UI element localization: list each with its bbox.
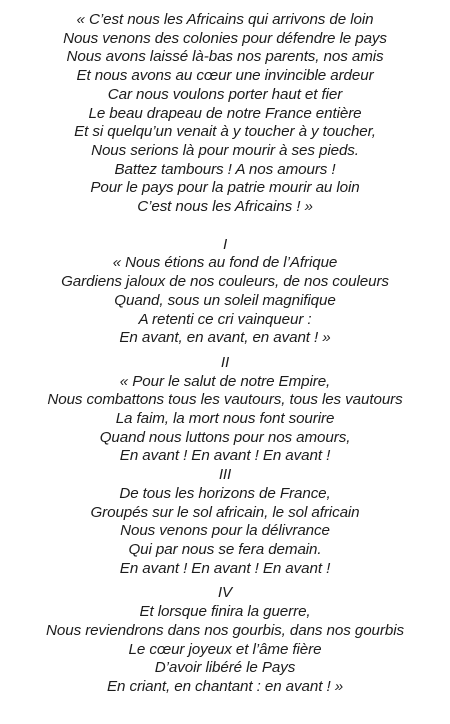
refrain-line: Battez tambours ! A nos amours ! [114,160,336,178]
verse-numeral: IV [217,584,233,602]
refrain-line: Nous serions là pour mourir à ses pieds. [91,141,359,159]
verse-4-stanza [0,584,450,696]
verse-line: Nous venons pour la délivrance [120,522,330,540]
verse-numeral: II [220,353,230,371]
verse-numeral: I [222,235,228,253]
refrain-line: Nous venons des colonies pour défendre le pays [63,29,387,47]
verse-numeral: III [218,466,232,484]
verse-line: D’avoir libéré le Pays [154,659,296,677]
verse-line: Et lorsque finira la guerre, [139,603,311,621]
verse-line: En avant ! En avant ! En avant ! [119,559,331,577]
refrain-line: Et si quelqu’un venait à y toucher à y toucher, [74,123,376,141]
verse-line: Groupés sur le sol africain, le sol africain [90,503,360,521]
verse-line: En avant ! En avant ! En avant ! [119,447,331,465]
poem-text [0,11,450,697]
verse-line: La faim, la mort nous font sourire [115,410,335,428]
verse-1-stanza [0,236,450,348]
refrain-line: Le beau drapeau de notre France entière [88,104,362,122]
verse-line: Quand nous luttons pour nos amours, [99,428,351,446]
refrain-line: « C’est nous les Africains qui arrivons de loin [76,11,374,28]
refrain-line: Nous avons laissé là-bas nos parents, nos amis [66,48,384,66]
refrain-line: Et nous avons au cœur une invincible ardeur [76,67,374,85]
refrain-line: Car nous voulons porter haut et fier [107,85,343,103]
verse-line: Quand, sous un soleil magnifique [114,291,336,309]
verse-line: Gardiens jaloux de nos couleurs, de nos couleurs [61,273,389,291]
verse-3-stanza [0,466,450,578]
verse-line: En avant, en avant, en avant ! » [119,329,331,347]
verse-line: A retenti ce cri vainqueur : [138,310,312,328]
verse-line: Nous combattons tous les vautours, tous les vautours [47,391,403,409]
verse-line: En criant, en chantant : en avant ! » [106,677,344,695]
verse-line: « Pour le salut de notre Empire, [119,372,331,390]
verse-line: Qui par nous se fera demain. [128,540,322,558]
verse-line: Nous reviendrons dans nos gourbis, dans nos gourbis [46,621,404,639]
verse-2-stanza [0,354,450,466]
verse-line: De tous les horizons de France, [119,484,331,502]
refrain-line: C’est nous les Africains ! » [137,198,313,216]
stanza-divider [0,217,450,236]
verse-line: Le cœur joyeux et l’âme fière [128,640,322,658]
refrain-line: Pour le pays pour la patrie mourir au loin [90,179,360,197]
verse-line: « Nous étions au fond de l’Afrique [112,254,338,272]
refrain-stanza [0,11,450,217]
